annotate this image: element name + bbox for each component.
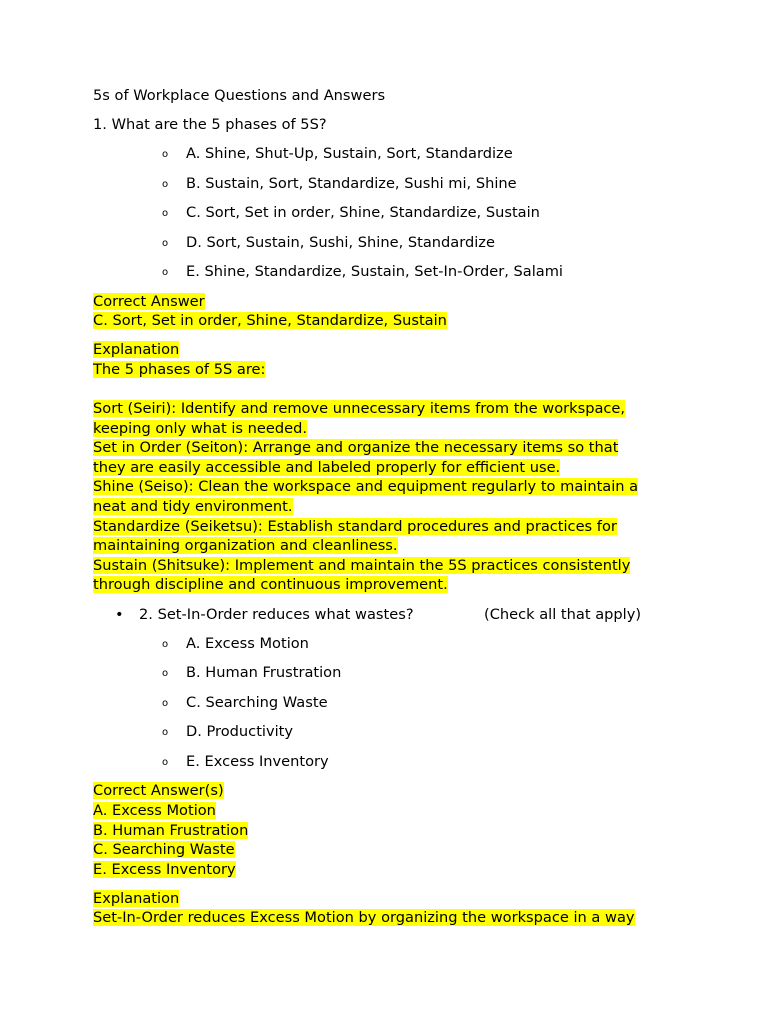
answer-text: C. Sort, Set in order, Shine, Standardize, Sustain: [93, 312, 447, 330]
question-2: [93, 605, 693, 625]
bullet-icon: o: [162, 178, 169, 190]
option-text: D. Sort, Sustain, Sushi, Shine, Standardize: [186, 233, 495, 251]
answer-text: B. Human Frustration: [93, 821, 249, 839]
explanation-line: Sustain (Shitsuke): Implement and maintain the 5S practices consistently: [93, 556, 631, 574]
bullet-icon: o: [162, 756, 169, 768]
list-item: [93, 203, 693, 223]
option-text: A. Shine, Shut-Up, Sustain, Sort, Standardize: [186, 145, 513, 163]
explanation-line: maintaining organization and cleanliness.: [93, 537, 398, 555]
explanation-line: Set in Order (Seiton): Arrange and organize the necessary items so that: [93, 439, 619, 457]
explanation-label: Explanation: [93, 341, 180, 359]
bullet-icon: o: [162, 149, 169, 161]
list-item: [93, 634, 693, 654]
answer-text: C. Searching Waste: [93, 841, 235, 859]
option-text: E. Excess Inventory: [186, 752, 329, 770]
explanation-line: Set-In-Order reduces Excess Motion by organizing the workspace in a way: [93, 909, 635, 927]
answer-label: Correct Answer(s): [93, 782, 224, 800]
explanation-line: they are easily accessible and labeled properly for efficient use.: [93, 458, 561, 476]
question-1-answer: [93, 292, 693, 331]
bullet-icon: o: [162, 267, 169, 279]
list-item: [93, 174, 693, 194]
bullet-icon: o: [162, 639, 169, 650]
question-1-explanation: [93, 340, 693, 595]
document-page: [93, 86, 693, 938]
question-2-explanation: [93, 889, 693, 928]
question-2-note: (Check all that apply): [484, 605, 642, 623]
option-text: C. Sort, Set in order, Shine, Standardize, Sustain: [186, 204, 540, 222]
explanation-line: neat and tidy environment.: [93, 498, 293, 516]
bullet-icon: o: [162, 727, 169, 739]
option-text: B. Human Frustration: [186, 664, 342, 682]
explanation-line: through discipline and continuous improvement.: [93, 576, 448, 594]
list-item: [93, 663, 693, 683]
list-item: [93, 722, 693, 742]
bullet-icon: o: [162, 237, 169, 249]
question-1-options: [93, 144, 693, 282]
list-item: [93, 752, 693, 772]
bullet-icon: o: [162, 668, 169, 680]
bullet-icon: o: [162, 208, 169, 220]
list-item: [93, 262, 693, 282]
answer-text: A. Excess Motion: [93, 802, 216, 820]
explanation-line: Sort (Seiri): Identify and remove unnecessary items from the workspace,: [93, 400, 626, 418]
list-item: [93, 233, 693, 253]
blank-line: [93, 379, 693, 399]
list-item: [93, 144, 693, 164]
explanation-line: Standardize (Seiketsu): Establish standard procedures and practices for: [93, 517, 617, 535]
list-item: [93, 693, 693, 713]
option-text: A. Excess Motion: [186, 635, 309, 652]
explanation-line: keeping only what is needed.: [93, 419, 308, 437]
option-text: C. Searching Waste: [186, 693, 328, 711]
option-text: E. Shine, Standardize, Sustain, Set-In-Order, Salami: [186, 263, 563, 281]
bullet-icon: •: [115, 605, 124, 623]
bullet-icon: o: [162, 697, 169, 709]
explanation-line: Shine (Seiso): Clean the workspace and equipment regularly to maintain a: [93, 478, 639, 496]
question-2-text: 2. Set-In-Order reduces what wastes?: [139, 605, 414, 623]
explanation-intro: The 5 phases of 5S are:: [93, 360, 266, 378]
answer-label: Correct Answer: [93, 292, 205, 310]
explanation-label: Explanation: [93, 889, 180, 907]
option-text: B. Sustain, Sort, Standardize, Sushi mi, Shine: [186, 174, 517, 192]
question-2-answer: [93, 781, 693, 879]
question-2-options: [93, 634, 693, 772]
document-title: 5s of Workplace Questions and Answers: [93, 87, 386, 104]
option-text: D. Productivity: [186, 723, 294, 741]
question-1: 1. What are the 5 phases of 5S?: [93, 116, 327, 134]
answer-text: E. Excess Inventory: [93, 860, 236, 878]
